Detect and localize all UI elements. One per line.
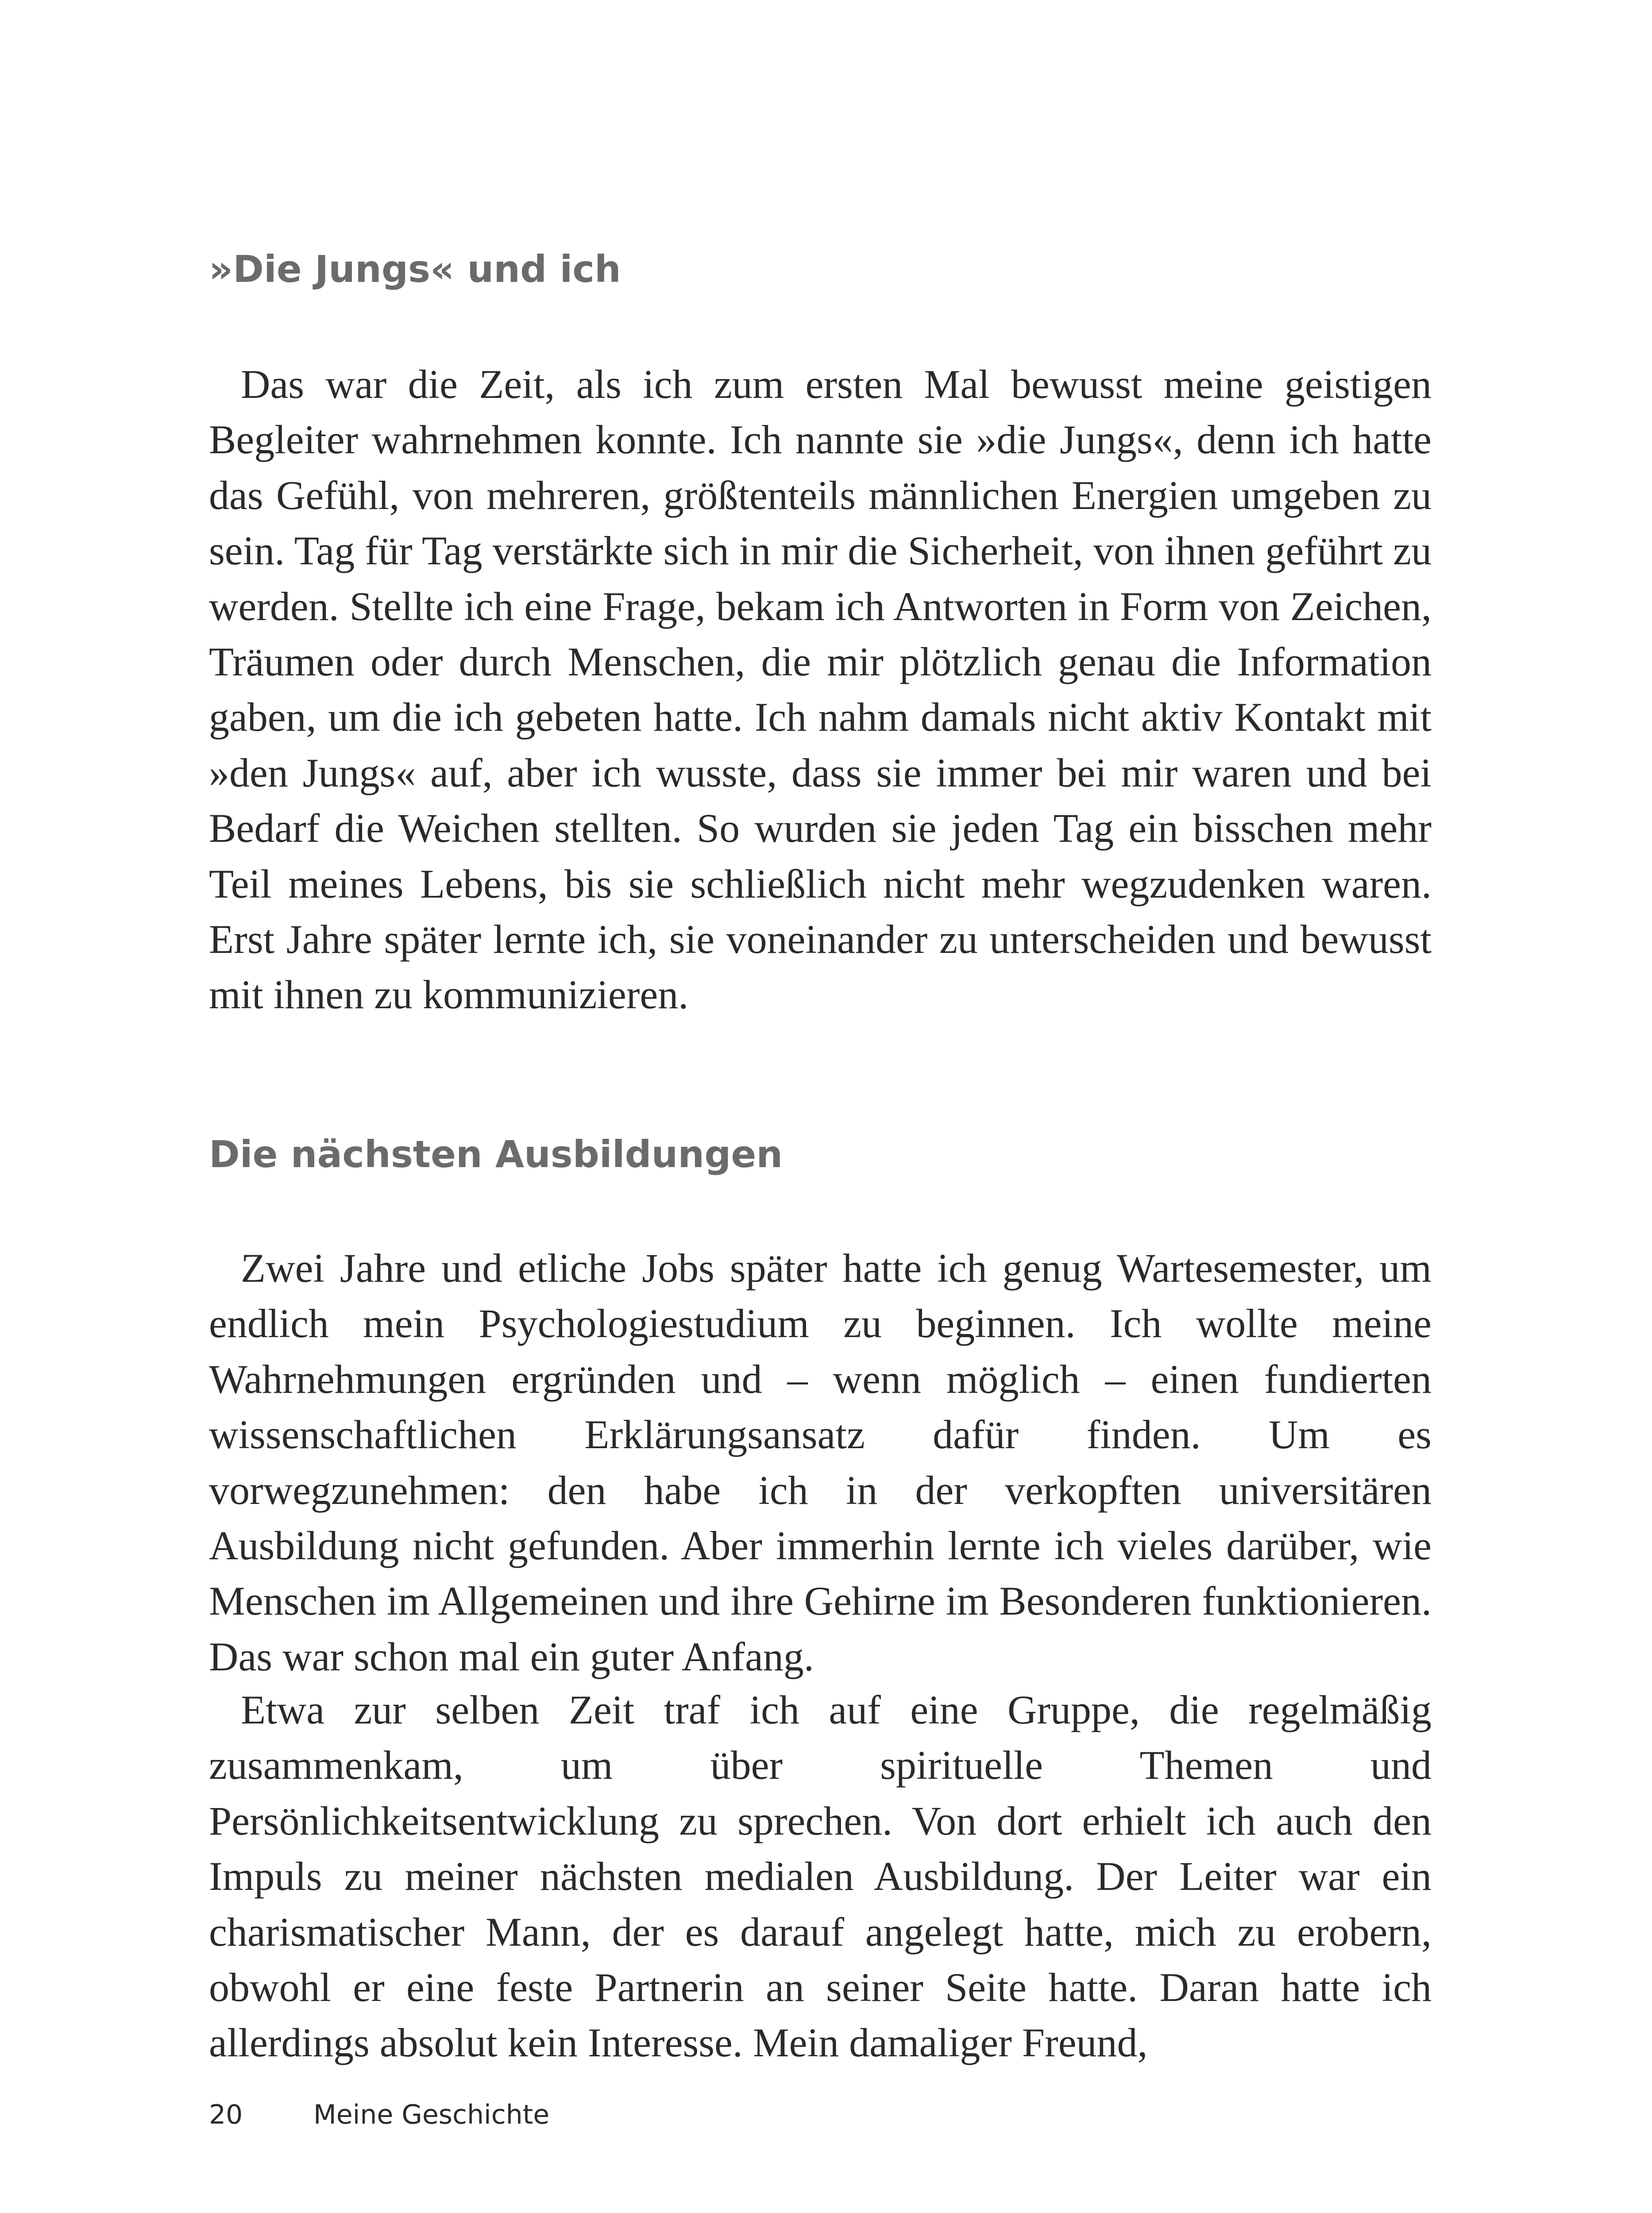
running-title: Meine Geschichte — [313, 2099, 550, 2130]
paragraph-gruppe: Etwa zur selben Zeit traf ich auf eine Gruppe, die regelmäßig zusammenkam, um über spirituelle Themen und Persönlichkeitsentwicklung zu sprechen. Von dort erhielt ich auch den Impuls zu meiner nächsten medialen Ausbildung. Der Leiter war ein charismatischer Mann, der es darauf angelegt hatte, mich zu erobern, obwohl er eine feste Partnerin an seiner Seite hatte. Daran hatte ich allerdings absolut kein Interesse. Mein damaliger Freund, — [209, 1687, 1432, 2066]
page-footer — [209, 2097, 549, 2132]
paragraph-studium: Zwei Jahre und etliche Jobs später hatte ich genug Wartesemester, um endlich mein Psychologiestudium zu beginnen. Ich wollte meine Wahrnehmungen ergründen und – wenn möglich – einen fundierten wissenschaftlichen Erklärungsansatz dafür finden. Um es vorwegzunehmen: den habe ich in der verkopften universitären Ausbildung nicht gefunden. Aber immerhin lernte ich vieles darüber, wie Menschen im Allgemeinen und ihre Gehirne im Besonderen funktionieren. Das war schon mal ein guter Anfang. — [209, 1245, 1432, 1679]
page-number: 20 — [209, 2099, 243, 2130]
section-heading-die-jungs: »Die Jungs« und ich — [209, 247, 621, 291]
paragraph-die-jungs: Das war die Zeit, als ich zum ersten Mal bewusst meine geistigen Begleiter wahrnehmen konnte. Ich nannte sie »die Jungs«, denn ich hatte das Gefühl, von mehreren, größtenteils männlichen Energien umgeben zu sein. Tag für Tag verstärkte sich in mir die Sicherheit, von ihnen geführt zu werden. Stellte ich eine Frage, bekam ich Antworten in Form von Zeichen, Träumen oder durch Menschen, die mir plötzlich genau die Information gaben, um die ich gebeten hatte. Ich nahm damals nicht aktiv Kontakt mit »den Jungs« auf, aber ich wusste, dass sie immer bei mir waren und bei Bedarf die Weichen stellten. So wurden sie jeden Tag ein bisschen mehr Teil meines Lebens, bis sie schließlich nicht mehr wegzudenken waren. Erst Jahre später lernte ich, sie voneinander zu unterscheiden und bewusst mit ihnen zu kommunizieren. — [209, 362, 1432, 1018]
section-heading-ausbildungen: Die nächsten Ausbildungen — [209, 1133, 783, 1176]
